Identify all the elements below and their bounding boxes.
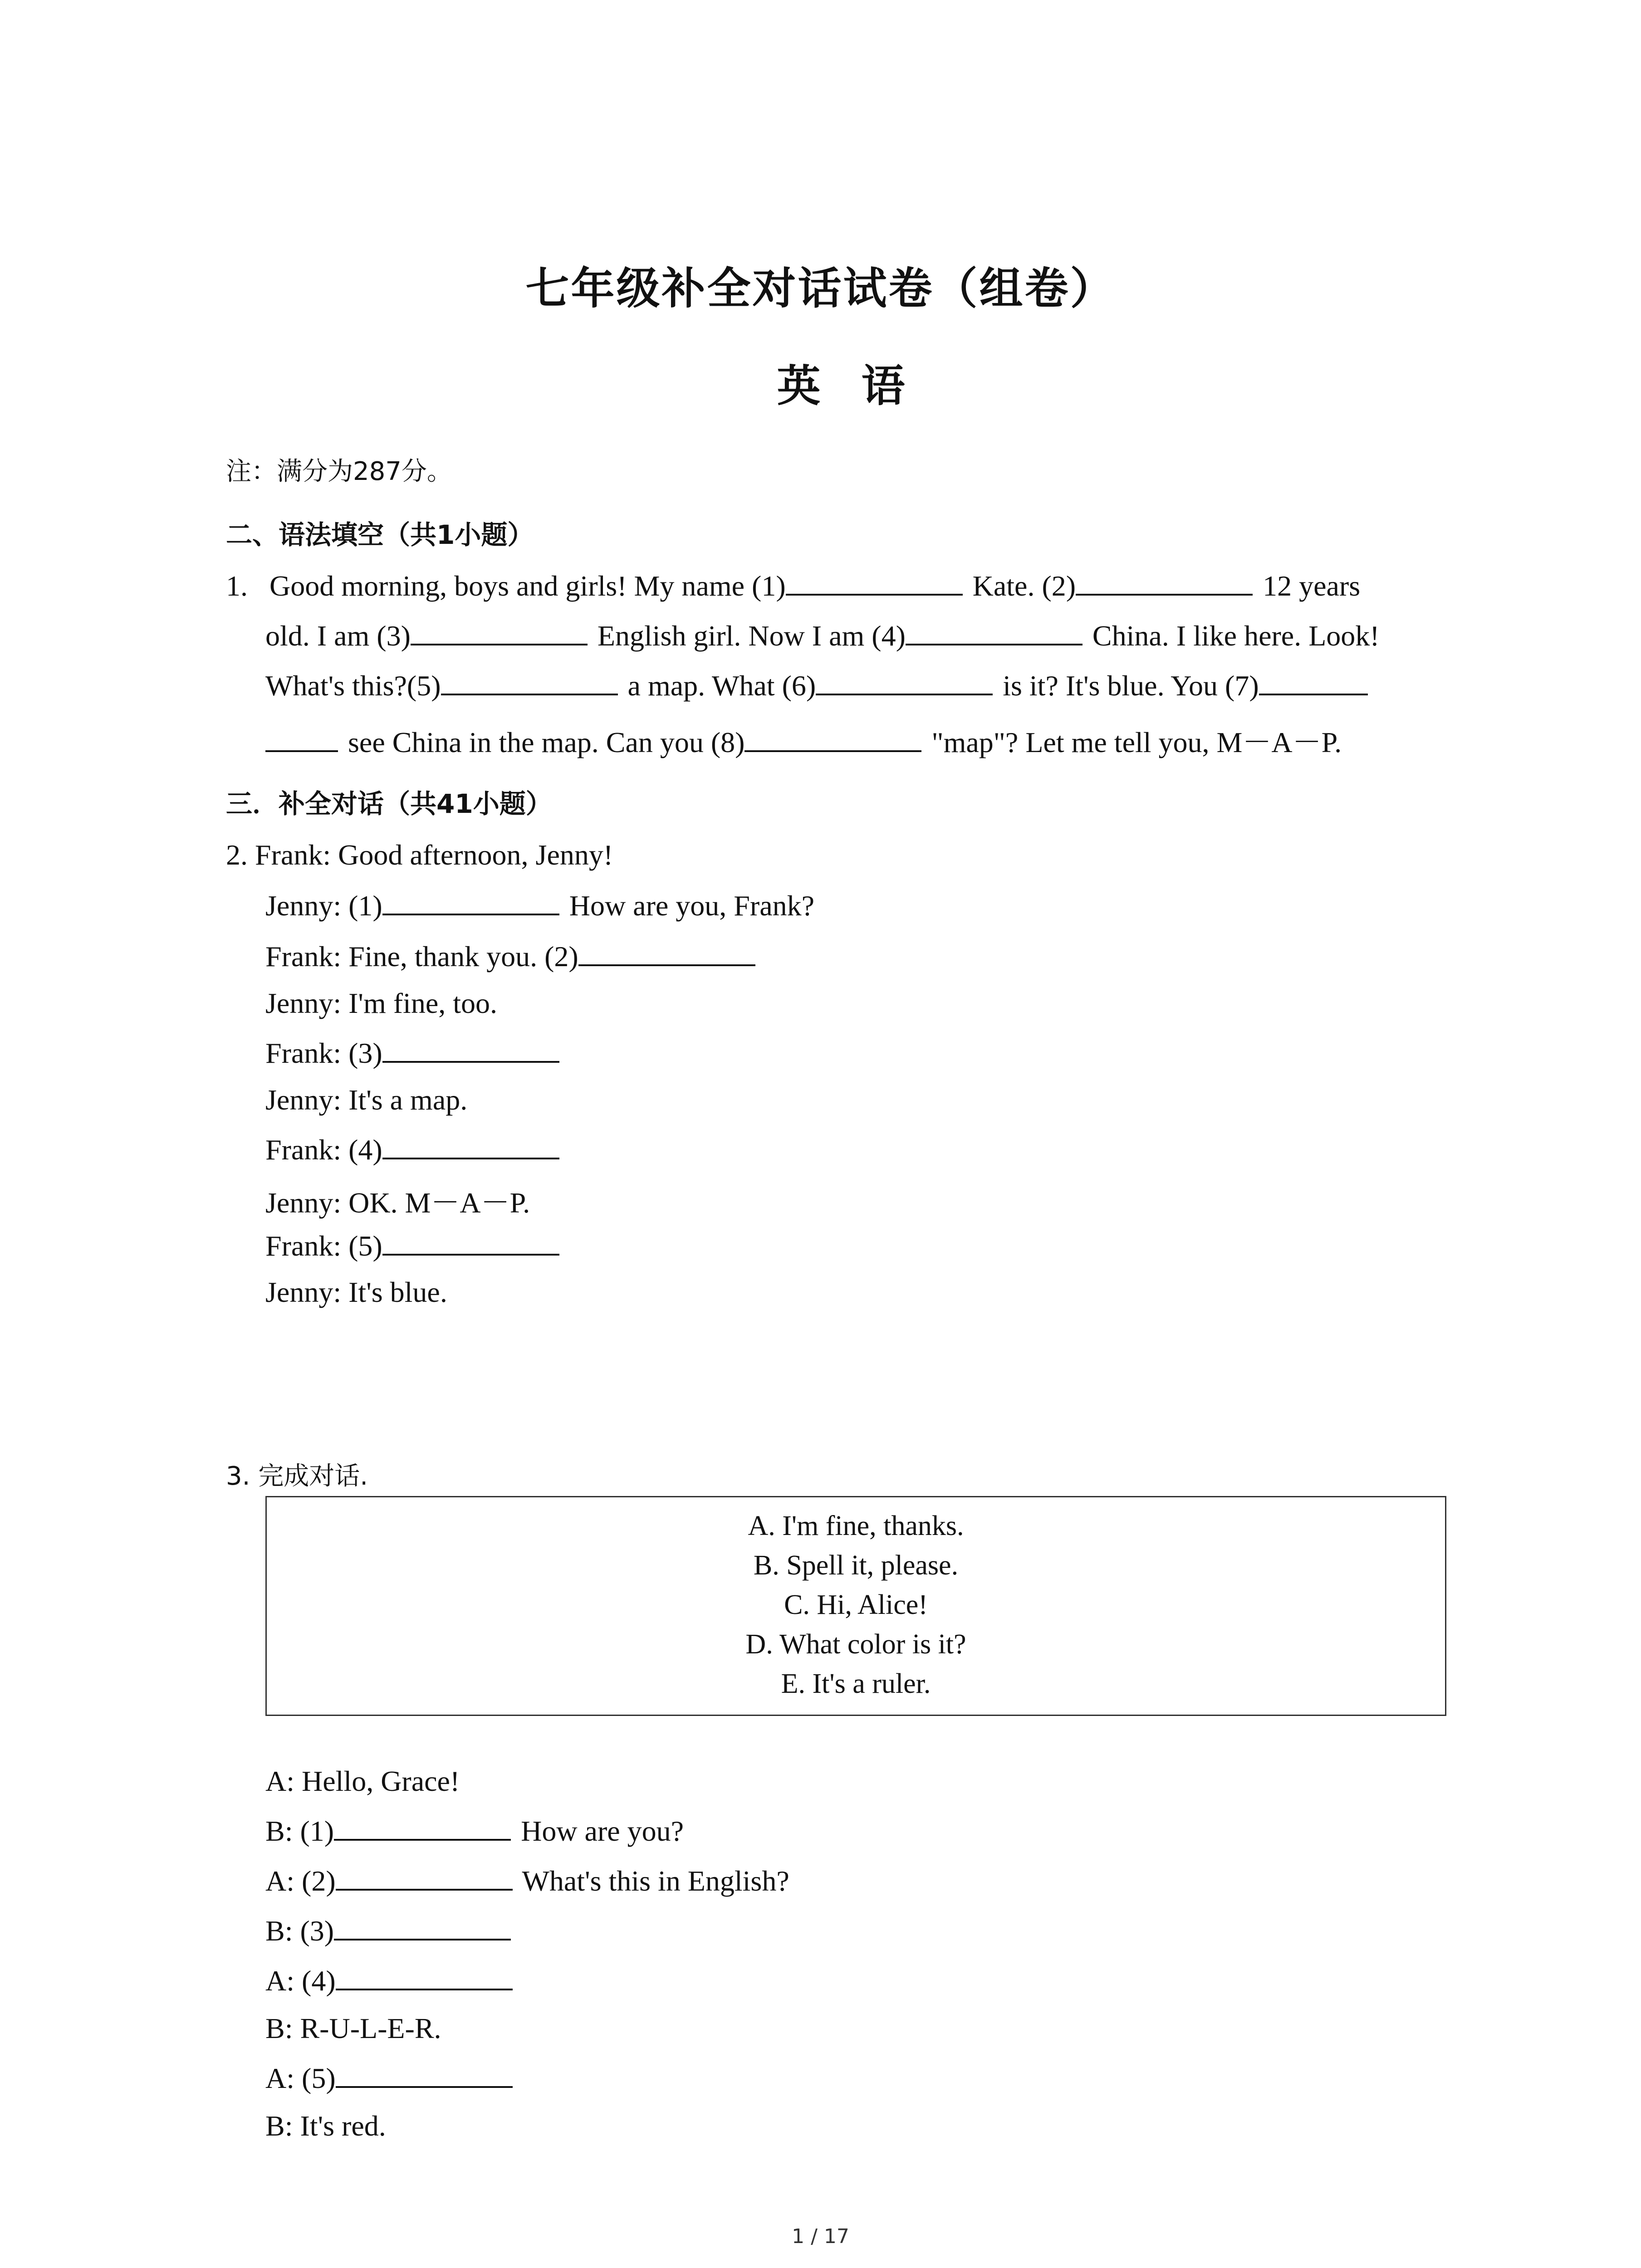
dialogue-text: How are you, Frank? <box>562 890 814 922</box>
option-a: A. I'm fine, thanks. <box>748 1510 964 1541</box>
text-segment: China. I like here. Look! <box>1085 620 1380 652</box>
dialogue-text: Frank: (3) <box>265 1037 382 1069</box>
dialogue-text: Jenny: It's blue. <box>265 1276 447 1308</box>
answer-blank[interactable] <box>816 670 993 695</box>
dialogue-text: Frank: (4) <box>265 1134 382 1166</box>
text-segment: Kate. (2) <box>965 570 1076 602</box>
answer-blank[interactable] <box>1259 670 1368 695</box>
dialogue-text: A: (5) <box>265 2062 336 2094</box>
question-2-line-5 <box>265 1036 562 1070</box>
question-3-line-2 <box>265 1814 684 1848</box>
answer-blank[interactable] <box>578 941 755 966</box>
text-segment: is it? It's blue. You (7) <box>995 670 1259 702</box>
answer-blank[interactable] <box>382 1134 559 1159</box>
question-3-line-1 <box>265 1765 460 1798</box>
question-2-line-1 <box>226 838 613 872</box>
dialogue-text: Frank: Good afternoon, Jenny! <box>255 839 613 871</box>
question-2-line-3 <box>265 940 758 973</box>
options-box <box>265 1496 1446 1716</box>
question-3-line-6 <box>265 2012 441 2045</box>
question-number: 3. <box>226 1461 250 1491</box>
question-1-line-1 <box>226 569 1360 603</box>
question-number: 2. <box>226 839 248 871</box>
dialogue-text: B: (3) <box>265 1915 334 1947</box>
text-segment: old. I am (3) <box>265 620 411 652</box>
answer-blank[interactable] <box>334 1915 511 1941</box>
score-note: 注：满分为287分。 <box>226 457 452 486</box>
dialogue-text: Jenny: I'm fine, too. <box>265 987 497 1019</box>
page-number: 1 / 17 <box>792 2225 849 2248</box>
answer-blank[interactable] <box>336 1965 513 1990</box>
question-3-line-4 <box>265 1914 514 1948</box>
dialogue-text: Jenny: OK. M－A－P. <box>265 1187 530 1219</box>
answer-blank[interactable] <box>382 890 559 915</box>
text-segment: a map. What (6) <box>620 670 816 702</box>
dialogue-text: A: (2) <box>265 1865 336 1897</box>
text-segment: see China in the map. Can you (8) <box>341 726 745 758</box>
dialogue-text: A: Hello, Grace! <box>265 1765 460 1797</box>
dialogue-text: A: (4) <box>265 1965 336 1997</box>
answer-blank[interactable] <box>1076 570 1253 596</box>
answer-blank[interactable] <box>336 1865 513 1891</box>
question-3-instruction <box>226 1456 368 1492</box>
question-3-line-7 <box>265 2062 515 2095</box>
option-c: C. Hi, Alice! <box>784 1589 928 1620</box>
dialogue-text: Frank: Fine, thank you. (2) <box>265 940 578 973</box>
question-2-line-7 <box>265 1133 562 1167</box>
page-title: 七年级补全对话试卷（组卷） <box>525 263 1116 314</box>
subject-title: 英语 <box>777 361 946 411</box>
answer-blank[interactable] <box>411 620 588 645</box>
question-3-line-3 <box>265 1864 789 1898</box>
dialogue-text: Jenny: (1) <box>265 890 382 922</box>
question-2-line-9 <box>265 1229 562 1263</box>
text-segment: English girl. Now I am (4) <box>590 620 906 652</box>
text-segment: What's this?(5) <box>265 670 441 702</box>
question-3-line-8 <box>265 2109 386 2143</box>
dialogue-text: What's this in English? <box>515 1865 789 1897</box>
option-e: E. It's a ruler. <box>781 1668 931 1699</box>
text-segment: Good morning, boys and girls! My name (1) <box>269 570 786 602</box>
option-b: B. Spell it, please. <box>753 1550 959 1581</box>
answer-blank[interactable] <box>906 620 1083 645</box>
section-heading-grammar: 二、语法填空（共1小题） <box>226 519 534 550</box>
text-segment: "map"? Let me tell you, M－A－P. <box>924 726 1342 758</box>
answer-blank[interactable] <box>745 727 921 752</box>
answer-blank[interactable] <box>334 1815 511 1841</box>
dialogue-text: B: It's red. <box>265 2110 386 2142</box>
answer-blank[interactable] <box>265 727 338 752</box>
question-1-line-3 <box>265 669 1371 703</box>
section-heading-dialogue: 三．补全对话（共41小题） <box>226 788 552 819</box>
question-2-line-6 <box>265 1083 467 1117</box>
option-d: D. What color is it? <box>745 1629 966 1660</box>
text-segment: 12 years <box>1255 570 1361 602</box>
question-2-line-8 <box>265 1179 530 1221</box>
dialogue-text: B: (1) <box>265 1815 334 1847</box>
dialogue-text: How are you? <box>514 1815 684 1847</box>
question-number: 1. <box>226 570 248 602</box>
dialogue-text: Jenny: It's a map. <box>265 1084 468 1116</box>
question-1-line-2 <box>265 619 1380 653</box>
question-2-line-10 <box>265 1276 447 1309</box>
answer-blank[interactable] <box>786 570 963 596</box>
instruction-text: 完成对话. <box>258 1461 368 1491</box>
answer-blank[interactable] <box>382 1230 559 1256</box>
dialogue-text: Frank: (5) <box>265 1230 382 1262</box>
question-2-line-2 <box>265 889 814 923</box>
answer-blank[interactable] <box>336 2063 513 2088</box>
dialogue-text: B: R-U-L-E-R. <box>265 2012 441 2044</box>
question-3-line-5 <box>265 1964 515 1998</box>
answer-blank[interactable] <box>382 1037 559 1063</box>
question-1-line-4 <box>265 719 1342 761</box>
question-2-line-4 <box>265 987 497 1020</box>
answer-blank[interactable] <box>441 670 618 695</box>
